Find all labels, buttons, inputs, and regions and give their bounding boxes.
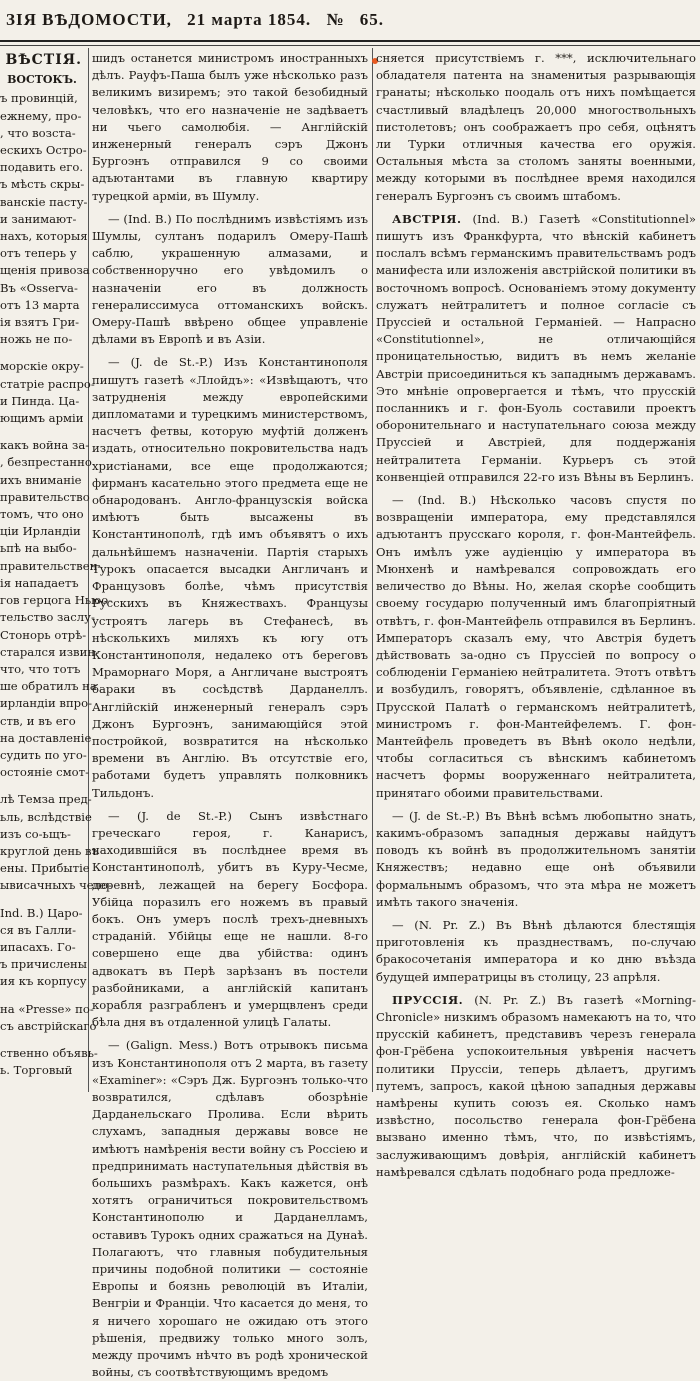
text-fragment-line: съ австрійскаго (0, 1018, 97, 1033)
text-fragment-line: отъ 13 марта (0, 297, 80, 312)
text-fragment-line: ше обратилъ на (0, 679, 97, 694)
text-fragment-line: ежнему, про- (0, 108, 82, 123)
text-fragment-line: ственно объявь- (0, 1045, 98, 1060)
text-fragment-line: ножь не по- (0, 332, 73, 347)
column-3 (376, 50, 697, 1179)
article-paragraph: — (J. de St.-P.) Изъ Константинополя пишутъ газетѣ «Ллойдъ»: «Извѣщаютъ, что затрудненія между европейскими дипломатами и турецкимъ министерствомъ, насчетъ фетвы, которую муфтій долженъ издать, относительно покровительства надъ христіанами, все еще продолжаются; фирманъ касательно этого предмета еще не обнародованъ. Англо-французскія войска имѣютъ быть высажены въ Константинополѣ, гдѣ имъ объявятъ о ихъ дальнѣйшемъ назначеніи. Партія старыхъ Турокъ опасается высадки Англичанъ и Французовъ болѣе, чѣмъ присутствія Русскихъ въ Княжествахъ. Французы устроятъ лагерь въ Стефанесѣ, въ нѣсколькихъ миляхъ къ югу отъ Константинополя, недалеко отъ береговъ Мраморнаго Моря, а Англичане выстроятъ бараки въ сосѣдствѣ Дарданеллъ. Англійскій инженерный генералъ сэръ Джонъ Бургоэнъ, занимающійся этой постройкой, возвратится на нѣсколько времени въ Англію. Въ отсутствіе его, работами будетъ управлять полковникъ Тильдонъ. (92, 355, 368, 800)
text-fragment-line: на доставленіе (0, 730, 92, 745)
masthead-rule-thin (0, 45, 700, 46)
text-fragment-line: подавить его. (0, 160, 84, 175)
masthead-date: 21 марта 1854. (187, 10, 312, 29)
text-fragment-line: ств, и въ его (0, 713, 76, 728)
section-heading: ВѢСТІЯ. (5, 52, 82, 68)
article-paragraph (376, 917, 696, 986)
text-fragment-line: правительство (0, 489, 90, 504)
text-fragment-line: ихъ вниманіе (0, 472, 82, 487)
masthead-number: 65. (359, 10, 385, 29)
text-fragment-line: , безпрестанно (0, 455, 92, 470)
column-divider-2 (372, 48, 373, 1092)
column-1 (0, 50, 113, 1092)
article-paragraph (376, 808, 696, 911)
text-fragment-line: , что возста- (0, 125, 76, 140)
article-paragraph (376, 992, 696, 1181)
masthead-title: ЗІЯ ВѢДОМОСТИ, (6, 10, 172, 29)
text-fragment-line: ія взятъ Гри- (0, 315, 80, 330)
text-fragment-line: ирландіи впро- (0, 696, 92, 711)
text-fragment-line: судить по уго- (0, 747, 87, 762)
text-fragment-line: ия къ корпусу (0, 974, 87, 989)
text-fragment-line: старалcя извин- (0, 644, 99, 659)
article-paragraph: шидъ останется министромъ иностранныхъ дѣлъ. Рауфъ-Паша былъ уже нѣсколько разъ великимъ визиремъ; это такой безобидный человѣкъ, что его назначеніе не задѣваетъ ни чьего самолюбія. — Англійскій инженерный генералъ сэръ Джонъ Бургоэнъ отправился 9 со своими адъютантами въ главную квартиру турецкой арміи, въ Шумлу. (92, 51, 368, 203)
text-fragment-line: нахъ, которыя (0, 229, 88, 244)
text-fragment-line: щенія привоза (0, 263, 90, 278)
article-paragraph: — (Ind. B.) По послѣднимъ извѣстіямъ изъ Шумлы, султанъ подарилъ Омеру-Пашѣ саблю, украшенную алмазами, и собственноручно его увѣдомилъ о назначеніи его въ должность генералиссимуса оттоманскихъ войскъ. Омеру-Пашѣ ввѣрено общее управленіе дѣлами въ Европѣ и въ Азіи. (92, 211, 368, 347)
article-paragraph: — (Galign. Mess.) Вотъ отрывокъ письма изъ Константинополя отъ 2 марта, въ газету «Examiner»: «Сэръ Дж. Бургоэнъ только-что возвратился, сдѣлавъ обозрѣніе Дарданельскаго Пролива. Если вѣрить слухамъ, западныя державы вовсе не имѣютъ намѣренія вести войну съ Россіею и предпринимать наступательныя дѣйствія въ большихъ размѣрахъ. Какъ кажется, онѣ хотятъ ограничиться покровительствомъ Константинополю и Дарданелламъ, оставивъ Турокъ одних сражаться на Дунаѣ. Полагаютъ, что главныя побудительныя причины подобной политики — состояніе Европы и боязнь революцій въ Италіи, Венгріи и Франціи. Что касается до меня, то я ничего хорошаго не ожидаю отъ этого рѣшенія, предвижу только много золъ, между прочимъ нѣчто въ родѣ хронической войны, съ соотвѣтствующимъ вредомъ (92, 1038, 368, 1380)
text-fragment-line: Въ «Osserva- (0, 280, 78, 295)
article-paragraph (376, 211, 696, 486)
text-fragment-line: остояніе смот- (0, 765, 89, 780)
text-fragment-line: ія нападаетъ (0, 575, 79, 590)
text-fragment-line (0, 991, 84, 1001)
text-fragment-line (0, 781, 84, 791)
paragraph-text: — (N. Pr. Z.) Въ Вѣнѣ дѣлаются блестящія приготовленія къ празднествамъ, по-случаю бракосочетанія императора и ко дню въѣзда будущей императрицы въ столицу, 23 апрѣля. (376, 917, 696, 984)
masthead-rule (0, 40, 700, 42)
text-fragment-line: статріе распро- (0, 376, 95, 391)
text-fragment-line: Стонорь отрѣ- (0, 627, 87, 642)
text-fragment-line: ся въ Галли- (0, 922, 77, 937)
text-fragment-line: ющимъ арміи (0, 411, 84, 426)
paragraph-text: — (J. de St.-P.) Въ Вѣнѣ всѣмъ любопытно знать, какимъ-образомъ западныя державы найдутъ поводъ къ войнѣ въ продолжительномъ занятіи Княжествъ; недавно еще онѣ объявили формальнымъ образомъ, что эта мѣра не можетъ имѣть такого значенія. (376, 808, 696, 909)
column-1-lines (0, 90, 113, 1079)
paragraph-text: — (Ind. B.) Нѣсколько часовъ спустя по возвращеніи императора, ему представлялся адъютантъ прусскаго короля, г. фон-Мантейфель. Онъ имѣлъ уже аудіенцію у императора въ Мюнхенѣ и намѣревался сопровождать его величество до Вѣны. Но, желая скорѣе сообщить своему государю полученный имъ благопріятный отвѣтъ, г. фон-Мантейфель отправился въ Берлинъ. Императоръ сказалъ ему, что Австрія будетъ дѣйствовать за-одно съ Пруссіей по вопросу о соблюденіи Германіею нейтралитета. Этотъ отвѣтъ и возбудилъ, говорятъ, объявленіе, сдѣланное въ Прусской Палатѣ о германскомъ нейтралитетѣ, министромъ г. фон-Мантейфелемъ. Г. фон-Мантейфель проведетъ въ Вѣнѣ около недѣли, чтобы согласиться съ вѣнскимъ кабинетомъ насчетъ формы вооруженнаго нейтралитета, принятаго обоими правительствами. (376, 493, 696, 800)
text-fragment-line: Ind. B.) Царо- (0, 905, 83, 920)
text-fragment-line (0, 1035, 84, 1045)
text-fragment-line: изъ со-ьщъ- (0, 826, 71, 841)
country-keyword: АВСТРІЯ. (392, 211, 462, 226)
text-fragment-line: гов герцога Ньюо- (0, 593, 113, 608)
paragraph-text: (Ind. B.) Газетѣ «Constitutionnel» пишутъ изъ Франкфурта, что вѣнскій кабинетъ послалъ всѣмъ германскимъ правительствамъ родъ манифеста или изложенія австрійской политики въ восточномъ вопросѣ. Основаніемъ этому документу служатъ нейтралитетъ и полное согласіе съ Пруссіей и остальной Германіей. — Напрасно «Constitutionnel», не отличающійся проницательностью, видитъ въ немъ желаніе Австріи присоединиться къ западнымъ державамъ. Это мнѣніе опровергается и тѣмъ, что прусскій посланникъ и г. фон-Буоль составили проектъ оборонительнаго и наступательнаго союза между Пруссіей и Австріей, для поддержанія нейтралитета Германіи. Курьеръ съ этой конвенціей отправился 22-го изъ Вѣны въ Берлинъ. (376, 211, 696, 484)
text-fragment-line (0, 895, 84, 905)
text-fragment-line: ъ провинцій, (0, 91, 78, 106)
text-fragment-line: морскіе окру- (0, 359, 84, 374)
text-fragment-line (0, 348, 84, 358)
text-fragment-line: томъ, что оно (0, 507, 84, 522)
article-paragraph: — (J. de St.-P.) Сынъ извѣстнаго греческаго героя, г. Канарисъ, находившійся въ послѣднее время въ Константинополѣ, убитъ въ Куру-Чесме, деревнѣ, лежащей на берегу Босфора. Убійца поразилъ его ножемъ въ правый бокъ. Онъ умеръ послѣ трехъ-дневныхъ страданій. Убійцы еще не нашли. 8-го совершено еще два убійства: одинъ адвокатъ въ Перѣ зарѣзанъ въ постели разбойниками, а англійскій капитанъ корабля разграбленъ и умерщвленъ среди бѣла дня въ отдаленной улицѣ Галаты. (92, 808, 368, 1030)
section-subheading: ВОСТОКЪ. (7, 73, 77, 87)
text-fragment-line (0, 427, 84, 437)
text-fragment-line: ъ мѣсть скры- (0, 177, 85, 192)
text-fragment-line: ипасахъ. Го- (0, 939, 76, 954)
text-fragment-line: ьль, вслѣдствіе (0, 809, 92, 824)
text-fragment-line: ціи Ирландіи (0, 524, 81, 539)
paragraph-text: сняется присутствіемъ г. ***, исключительнаго обладателя патента на знаменитыя разрывающія гранаты; нѣсколько поодаль отъ нихъ помѣщается счастливый владѣлецъ 20,000 многоствольныхъ пистолетовъ; онъ соображаетъ про себя, оцѣнятъ ли Турки отличныя качества его оружія. Остальныя мѣста за столомъ заняты военными, между которыми въ послѣднее время находился генералъ Бургоэнъ съ своимъ штабомъ. (376, 51, 696, 203)
article-paragraph (376, 50, 696, 205)
text-fragment-line: ывисачныхъ чело- (0, 878, 112, 893)
text-fragment-line: ванскіе пасту- (0, 194, 88, 209)
text-fragment-line: ескихъ Остро- (0, 143, 87, 158)
article-paragraph (376, 492, 696, 802)
text-fragment-line: круглой день въ (0, 843, 99, 858)
country-keyword: ПРУССІЯ. (392, 992, 464, 1007)
text-fragment-line: ены. Прибытіе (0, 861, 90, 876)
text-fragment-line: и Пинда. Ца- (0, 393, 80, 408)
text-fragment-line: на «Presse» по- (0, 1001, 94, 1016)
text-fragment-line: ьпѣ на выбо- (0, 541, 77, 556)
masthead-number-sign: № (326, 10, 345, 29)
paragraph-text: (N. Pr. Z.) Въ газетѣ «Morning-Chronicle» низкимъ образомъ намекаютъ на то, что прусскій кабинетъ, представивъ черезъ генерала фон-Грёбена успокоительныя увѣренія насчетъ политики Пруссіи, теперь дѣлаетъ, другимъ путемъ, запросъ, какой цѣною западныя державы намѣрены купить союзъ ея. Сколько намъ извѣстно, посольство генерала фон-Грёбена вызвано именно тѣмъ, что, по извѣстіямъ, заслуживающимъ довѣрія, англійскій кабинетъ намѣревался сдѣлать подобнаго рода предложе- (376, 992, 697, 1179)
column-2 (92, 50, 368, 1380)
text-fragment-line: ъ причислены (0, 957, 88, 972)
text-fragment-line: тельство заслу- (0, 610, 95, 625)
text-fragment-line: лѣ Темза пред- (0, 792, 92, 807)
masthead (0, 10, 700, 40)
text-fragment-line: ь. Торговый (0, 1063, 73, 1078)
text-fragment-line: и занимают- (0, 211, 77, 226)
text-fragment-line: что, что тотъ (0, 661, 81, 676)
text-fragment-line: какъ война за- (0, 438, 90, 453)
text-fragment-line: правительствен- (0, 558, 102, 573)
text-fragment-line: отъ теперь у (0, 246, 77, 261)
